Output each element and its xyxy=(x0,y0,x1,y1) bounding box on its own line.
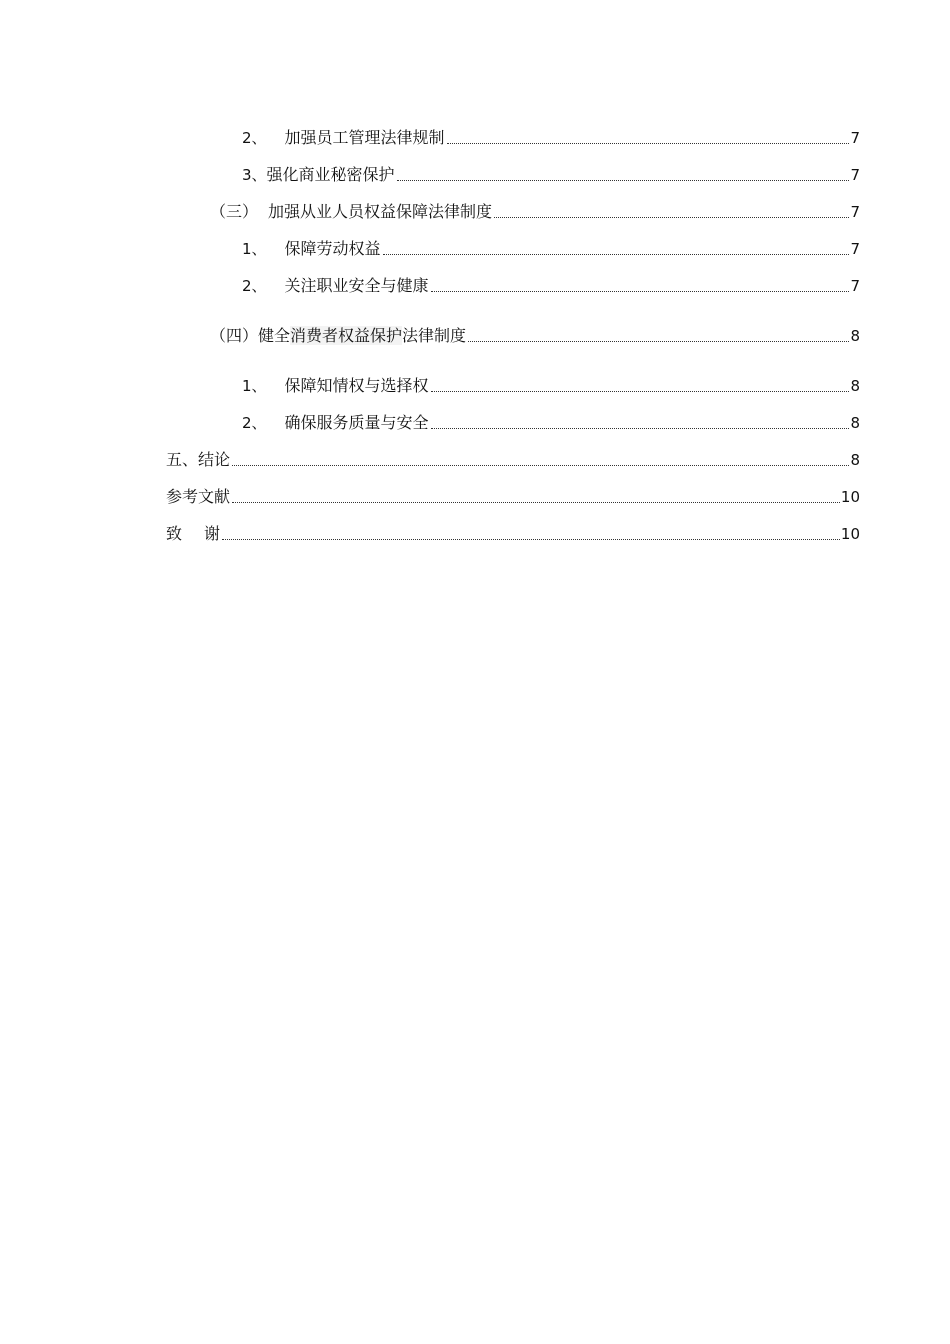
toc-entry-title: 确保服务质量与安全 xyxy=(284,413,429,432)
toc-entry-label xyxy=(242,238,382,260)
toc-entry-label xyxy=(242,275,430,297)
toc-entry[interactable] xyxy=(166,508,860,545)
dot-leader xyxy=(468,340,849,342)
toc-entry-title: 保障劳动权益 xyxy=(284,239,381,258)
toc-entry[interactable] xyxy=(166,434,860,471)
toc-page-number: 7 xyxy=(850,166,860,184)
toc-entry-label xyxy=(242,127,446,149)
table-of-contents xyxy=(166,112,860,545)
toc-entry[interactable] xyxy=(166,347,860,397)
toc-entry-title: 加强从业人员权益保障法律制度 xyxy=(268,202,493,221)
toc-entry[interactable] xyxy=(166,397,860,434)
toc-entry-label xyxy=(210,325,467,347)
toc-entry-number: 2、 xyxy=(242,277,267,295)
toc-entry[interactable] xyxy=(166,260,860,297)
toc-entry-number: 1、 xyxy=(242,377,267,395)
toc-entry[interactable] xyxy=(166,149,860,186)
toc-page-number: 8 xyxy=(850,414,860,432)
toc-entry-label: 五、结论 xyxy=(166,450,231,469)
toc-page-number: 10 xyxy=(840,525,860,543)
toc-entry[interactable] xyxy=(166,471,860,508)
toc-entry-title: 加强员工管理法律规制 xyxy=(284,128,445,147)
toc-entry-title: 保障知情权与选择权 xyxy=(284,376,429,395)
toc-entry-title: 强化商业秘密保护 xyxy=(266,165,395,184)
toc-entry-label xyxy=(242,375,430,397)
dot-leader xyxy=(431,290,850,292)
toc-page-number: 7 xyxy=(850,203,860,221)
toc-entry-title-part: 致 xyxy=(166,524,183,543)
toc-entry-title-part: 健全 xyxy=(258,326,291,345)
toc-entry-title: 关注职业安全与健康 xyxy=(284,276,429,295)
toc-entry[interactable] xyxy=(166,223,860,260)
toc-page-number: 7 xyxy=(850,277,860,295)
toc-entry-title-part: 谢 xyxy=(204,524,221,543)
toc-page-number: 8 xyxy=(850,327,860,345)
toc-entry-label xyxy=(166,523,221,545)
dot-leader xyxy=(232,501,840,503)
dot-leader xyxy=(232,464,849,466)
dot-leader xyxy=(222,538,840,540)
toc-entry-label xyxy=(242,164,396,186)
toc-entry-number: （四） xyxy=(210,326,259,345)
toc-page-number: 7 xyxy=(850,240,860,258)
dot-leader xyxy=(447,142,850,144)
dot-leader xyxy=(494,216,849,218)
toc-entry[interactable] xyxy=(166,186,860,223)
toc-entry-label xyxy=(242,412,430,434)
toc-page-number: 8 xyxy=(850,377,860,395)
toc-entry-label xyxy=(210,201,493,223)
toc-entry-number: （三） xyxy=(210,202,259,221)
toc-page-number: 7 xyxy=(850,129,860,147)
toc-page-number: 8 xyxy=(850,451,860,469)
toc-entry-number: 2、 xyxy=(242,414,267,432)
toc-entry-title-highlight: 消费者权益保护 xyxy=(290,326,403,345)
toc-entry[interactable] xyxy=(166,112,860,149)
toc-entry-number: 3、 xyxy=(242,166,267,184)
toc-entry-title-part: 法律制度 xyxy=(402,326,467,345)
toc-entry-number: 1、 xyxy=(242,240,267,258)
toc-entry-label: 参考文献 xyxy=(166,487,231,506)
toc-page-number: 10 xyxy=(840,488,860,506)
dot-leader xyxy=(383,253,850,255)
dot-leader xyxy=(431,390,850,392)
toc-entry-number: 2、 xyxy=(242,129,267,147)
dot-leader xyxy=(397,179,850,181)
toc-entry[interactable] xyxy=(166,297,860,347)
dot-leader xyxy=(431,427,850,429)
